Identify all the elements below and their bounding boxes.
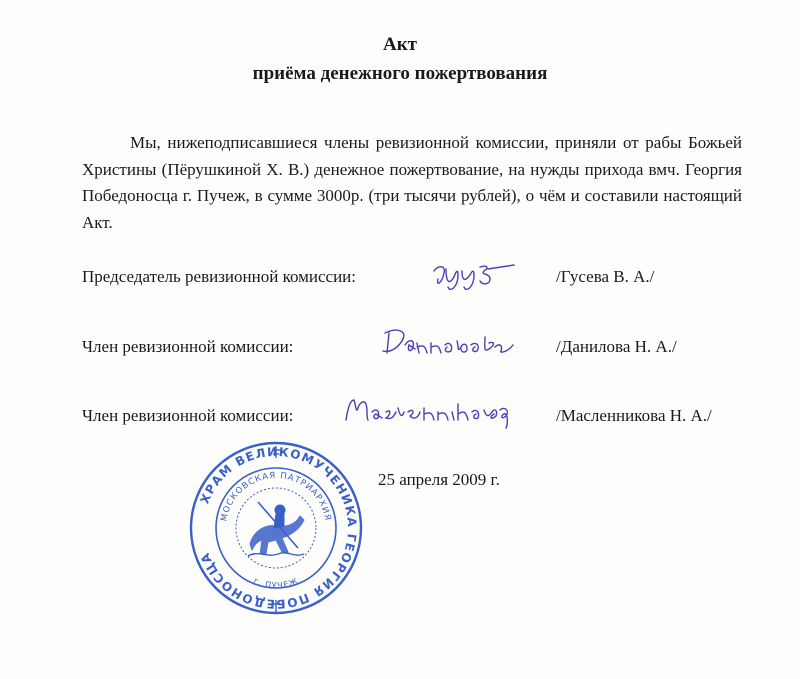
- signer-role: Председатель ревизионной комиссии:: [82, 267, 357, 286]
- signature-row-member-1: [82, 327, 762, 367]
- signer-role: Член ревизионной комиссии:: [82, 406, 294, 425]
- document-title: Акт: [382, 34, 417, 55]
- handwritten-signature-gus: [428, 257, 518, 297]
- document-body: Мы, нижеподписавшиеся члены ревизионной комиссии, приняли от рабы Божьей Христины (Пёрушкиной Х. В.) денежное пожертвование, на нужды прихода вмч. Георгия Победоносца г. Пучеж, в сумме 3000р. (три тысячи рублей), о чём и составили настоящий Акт.: [82, 133, 742, 232]
- handwritten-signature-maslennikova: [338, 390, 548, 430]
- stamp-bottom-text: г. ПУЧЕЖ: [252, 576, 300, 591]
- document-subtitle: приёма денежного пожертвования: [252, 63, 548, 84]
- svg-text:г. ПУЧЕЖ: [252, 576, 299, 590]
- signer-role: Член ревизионной комиссии:: [82, 337, 294, 356]
- stamp-inner-text: МОСКОВСКАЯ ПАТРИАРХИЯ: [219, 470, 333, 523]
- signature-row-member-2: [82, 396, 762, 436]
- signer-name: /Масленникова Н. А./: [556, 406, 712, 425]
- signature-row-chair: [82, 257, 762, 297]
- st-george-emblem-icon: [248, 502, 304, 556]
- document-date: 25 апреля 2009 г.: [378, 470, 500, 489]
- signer-name: /Данилова Н. А./: [556, 337, 677, 356]
- stamp-outer-text: ХРАМ ВЕЛИКОМУЧЕНИКА ГЕОРГИЯ ПОБЕДОНОСЦА: [197, 444, 360, 612]
- church-stamp: [188, 440, 364, 616]
- signer-name: /Гусева В. А./: [556, 267, 655, 286]
- handwritten-signature-danilova: [377, 323, 527, 363]
